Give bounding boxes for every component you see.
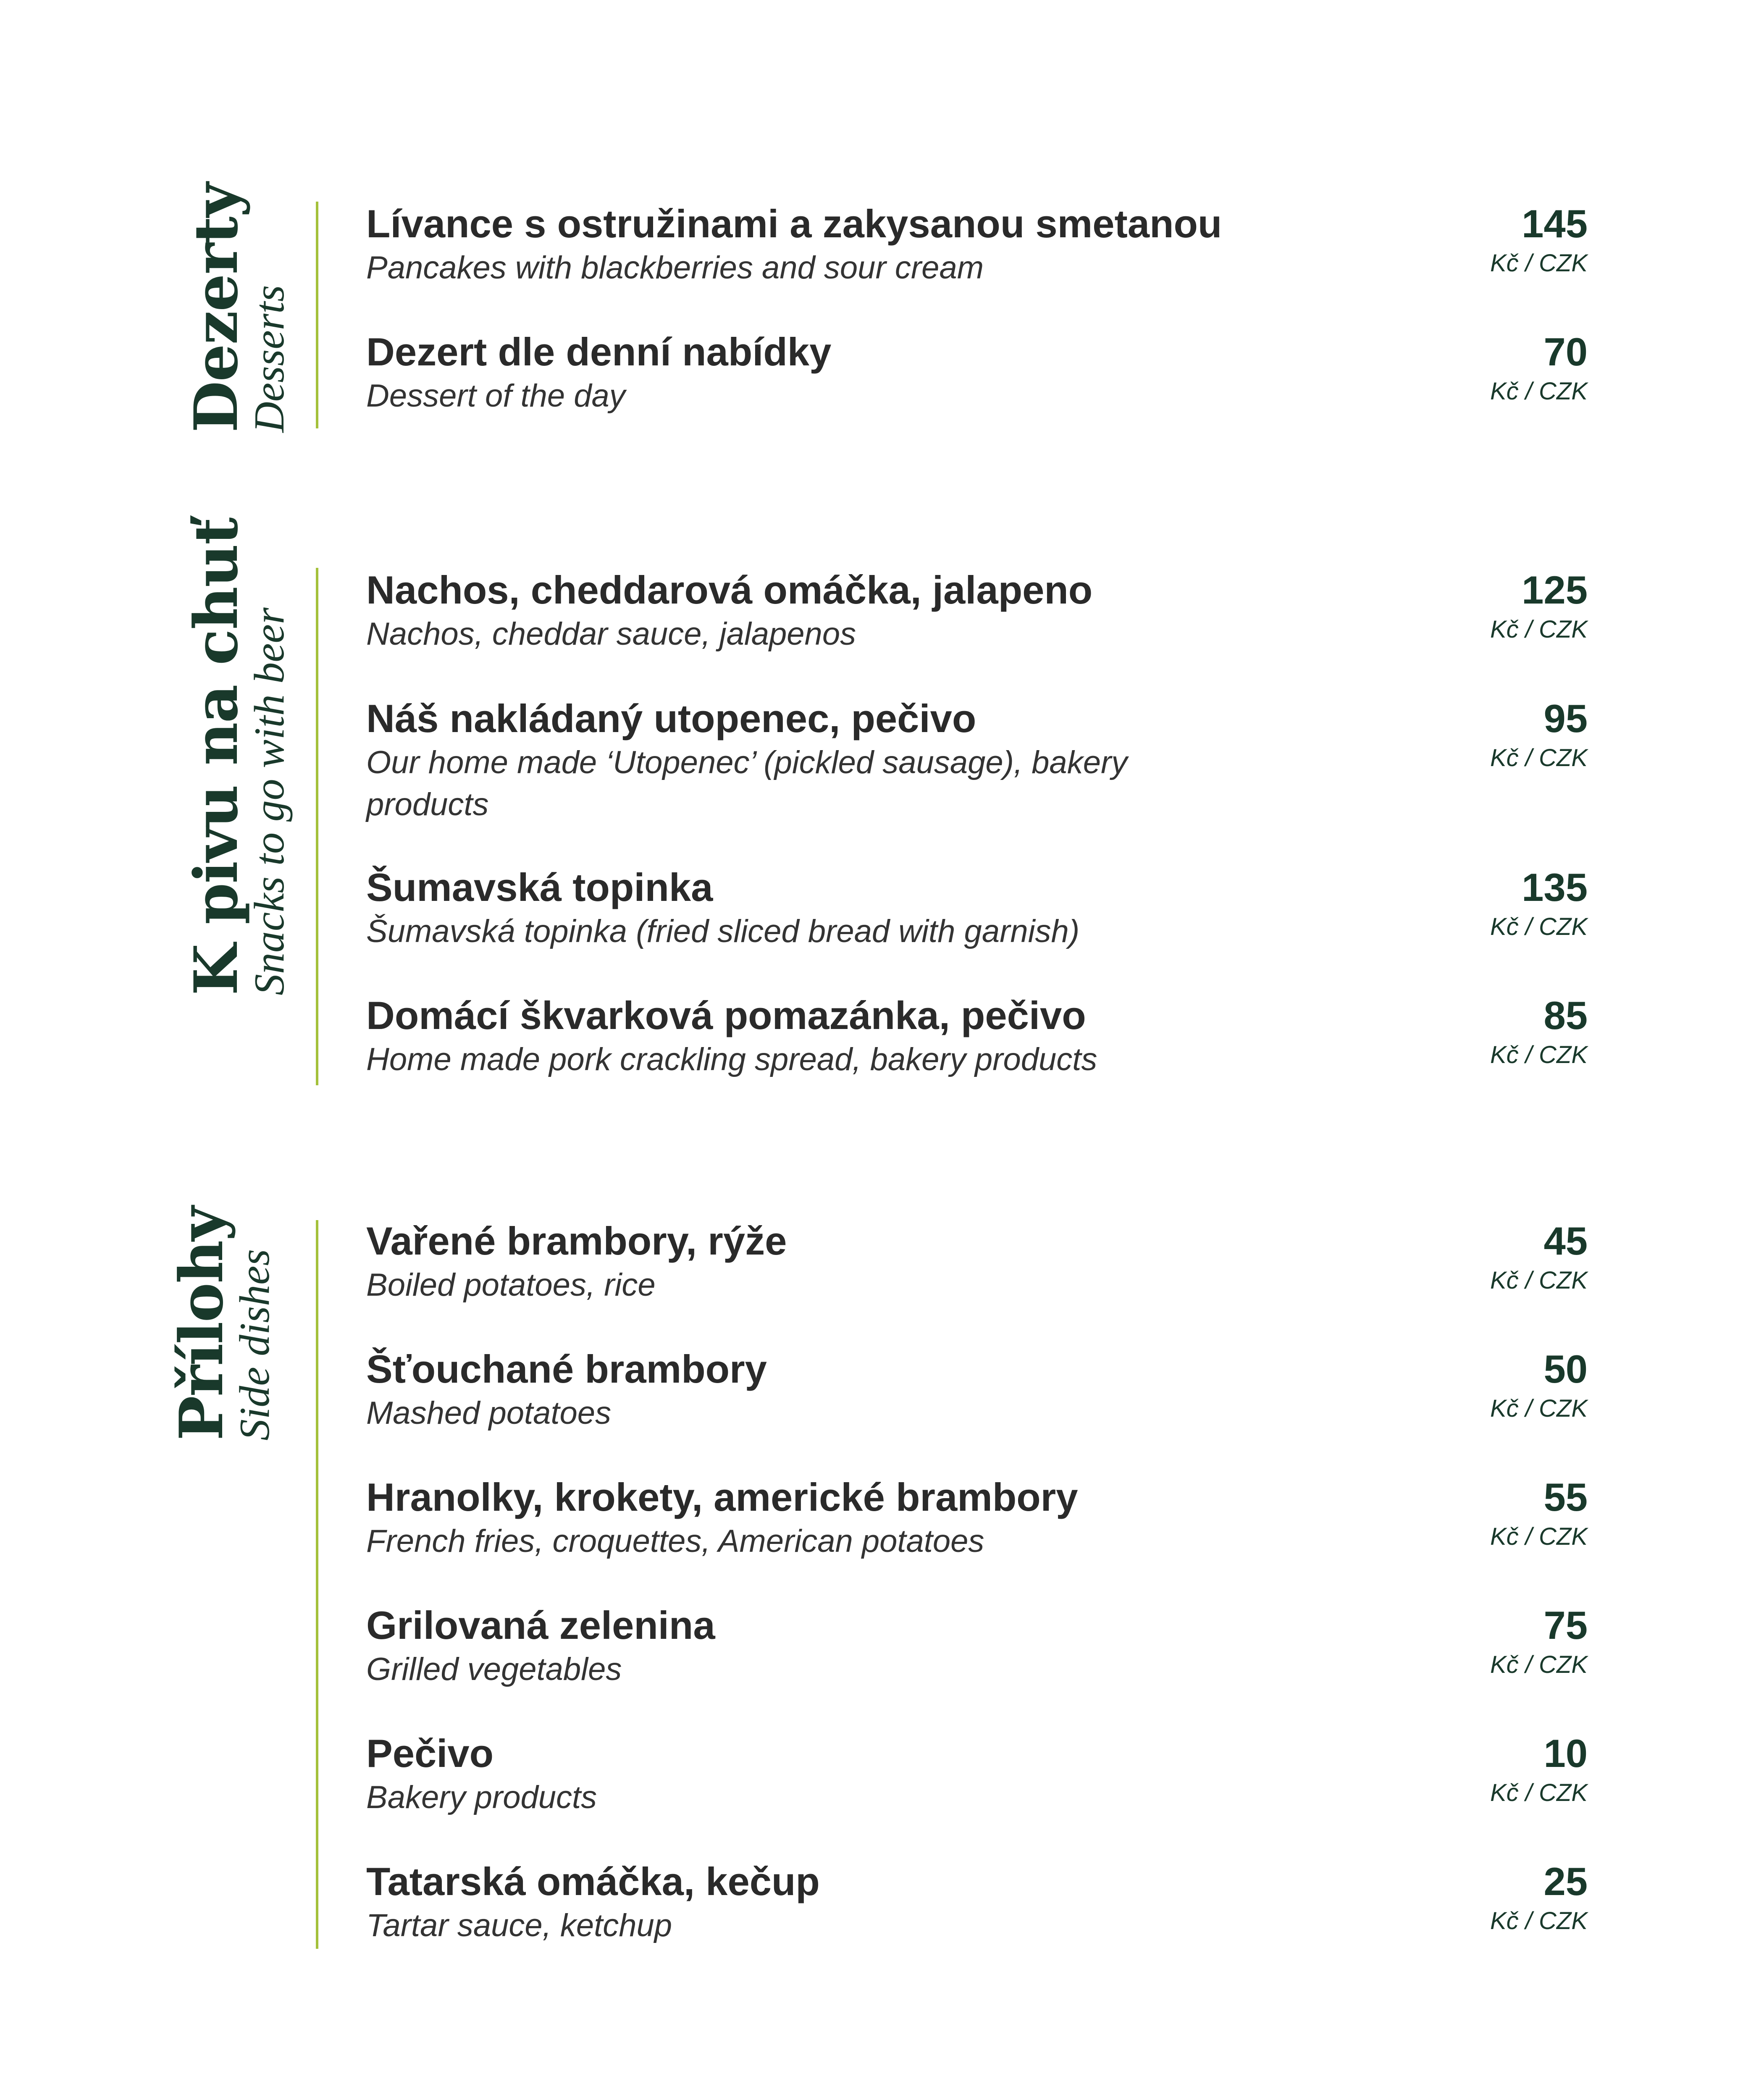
price-currency: Kč / CZK <box>1490 1395 1588 1422</box>
item-name: Vařené brambory, rýže <box>366 1219 787 1263</box>
item-price <box>1490 329 1588 408</box>
item-description: Home made pork crackling spread, bakery products <box>366 1042 1097 1077</box>
item-price <box>1490 1474 1588 1553</box>
item-description: Mashed potatoes <box>366 1395 612 1431</box>
price-currency: Kč / CZK <box>1490 616 1588 643</box>
price-value: 135 <box>1522 865 1588 909</box>
price-currency: Kč / CZK <box>1490 1779 1588 1806</box>
price-value: 145 <box>1522 202 1588 246</box>
item-name: Pečivo <box>366 1731 494 1775</box>
price-value: 85 <box>1544 993 1588 1037</box>
section-subtitle: Snacks to go with beer <box>246 607 293 995</box>
item-price <box>1490 696 1588 774</box>
item-name: Šumavská topinka <box>366 865 713 909</box>
price-value: 70 <box>1544 330 1588 374</box>
item-name: Dezert dle denní nabídky <box>366 330 832 374</box>
item-price <box>1490 1602 1588 1681</box>
price-value: 45 <box>1544 1219 1588 1263</box>
item-price <box>1490 1730 1588 1809</box>
price-value: 75 <box>1544 1603 1588 1647</box>
item-description: French fries, croquettes, American potatoes <box>366 1523 984 1559</box>
item-name: Tatarská omáčka, kečup <box>366 1859 820 1903</box>
menu-item <box>366 329 1584 417</box>
price-value: 25 <box>1544 1859 1588 1903</box>
menu-item <box>366 696 1584 826</box>
section-divider-line <box>316 1220 318 1949</box>
price-value: 10 <box>1544 1731 1588 1775</box>
price-currency: Kč / CZK <box>1490 1267 1588 1294</box>
price-value: 55 <box>1544 1475 1588 1519</box>
menu-item <box>366 1218 1584 1306</box>
section-divider-line <box>316 202 318 428</box>
item-price <box>1490 201 1588 280</box>
item-name: Domácí škvarková pomazánka, pečivo <box>366 993 1086 1037</box>
price-value: 50 <box>1544 1347 1588 1391</box>
section-title: Dezerty <box>181 183 251 433</box>
item-price <box>1490 1218 1588 1297</box>
price-value: 95 <box>1544 696 1588 740</box>
item-name: Hranolky, krokety, americké brambory <box>366 1475 1078 1519</box>
item-description: Grilled vegetables <box>366 1651 622 1687</box>
price-currency: Kč / CZK <box>1490 744 1588 772</box>
menu-item <box>366 1858 1584 1947</box>
item-price <box>1490 567 1588 646</box>
menu-item <box>366 567 1584 655</box>
item-name: Lívance s ostružinami a zakysanou smetanou <box>366 202 1222 246</box>
section-title-block <box>181 518 293 996</box>
item-price <box>1490 864 1588 943</box>
menu-item <box>366 1474 1584 1562</box>
item-name: Grilovaná zelenina <box>366 1603 715 1647</box>
section-subtitle: Side dishes <box>231 1249 278 1441</box>
item-price <box>1490 992 1588 1071</box>
menu-item <box>366 201 1584 289</box>
price-value: 125 <box>1522 568 1588 612</box>
section-subtitle: Desserts <box>246 285 293 433</box>
menu-item <box>366 1602 1584 1690</box>
item-description: Nachos, cheddar sauce, jalapenos <box>366 616 856 652</box>
price-currency: Kč / CZK <box>1490 1523 1588 1550</box>
item-description: Dessert of the day <box>366 378 625 414</box>
price-currency: Kč / CZK <box>1490 249 1588 277</box>
menu-item <box>366 1730 1584 1819</box>
menu-item <box>366 864 1584 953</box>
section-title-block <box>181 183 293 433</box>
menu-item <box>366 1346 1584 1434</box>
price-currency: Kč / CZK <box>1490 1651 1588 1678</box>
item-description: Boiled potatoes, rice <box>366 1267 656 1303</box>
item-price <box>1490 1346 1588 1425</box>
section-title: K pivu na chuť <box>181 518 251 995</box>
section-title-block <box>167 1207 278 1441</box>
item-description: Šumavská topinka (fried sliced bread with garnish) <box>366 914 1080 949</box>
item-name: Náš nakládaný utopenec, pečivo <box>366 696 976 740</box>
section-divider-line <box>316 568 318 1085</box>
item-name: Nachos, cheddarová omáčka, jalapeno <box>366 568 1093 612</box>
price-currency: Kč / CZK <box>1490 1907 1588 1935</box>
item-name: Šťouchané brambory <box>366 1347 767 1391</box>
price-currency: Kč / CZK <box>1490 378 1588 405</box>
item-description: Tartar sauce, ketchup <box>366 1908 672 1943</box>
item-description: Our home made ‘Utopenec’ (pickled sausage), bakery products <box>366 745 1128 822</box>
item-description: Bakery products <box>366 1780 597 1815</box>
section-title: Přílohy <box>167 1207 236 1441</box>
price-currency: Kč / CZK <box>1490 913 1588 940</box>
item-description: Pancakes with blackberries and sour cream <box>366 250 984 286</box>
menu-item <box>366 992 1584 1081</box>
item-price <box>1490 1858 1588 1937</box>
price-currency: Kč / CZK <box>1490 1041 1588 1068</box>
